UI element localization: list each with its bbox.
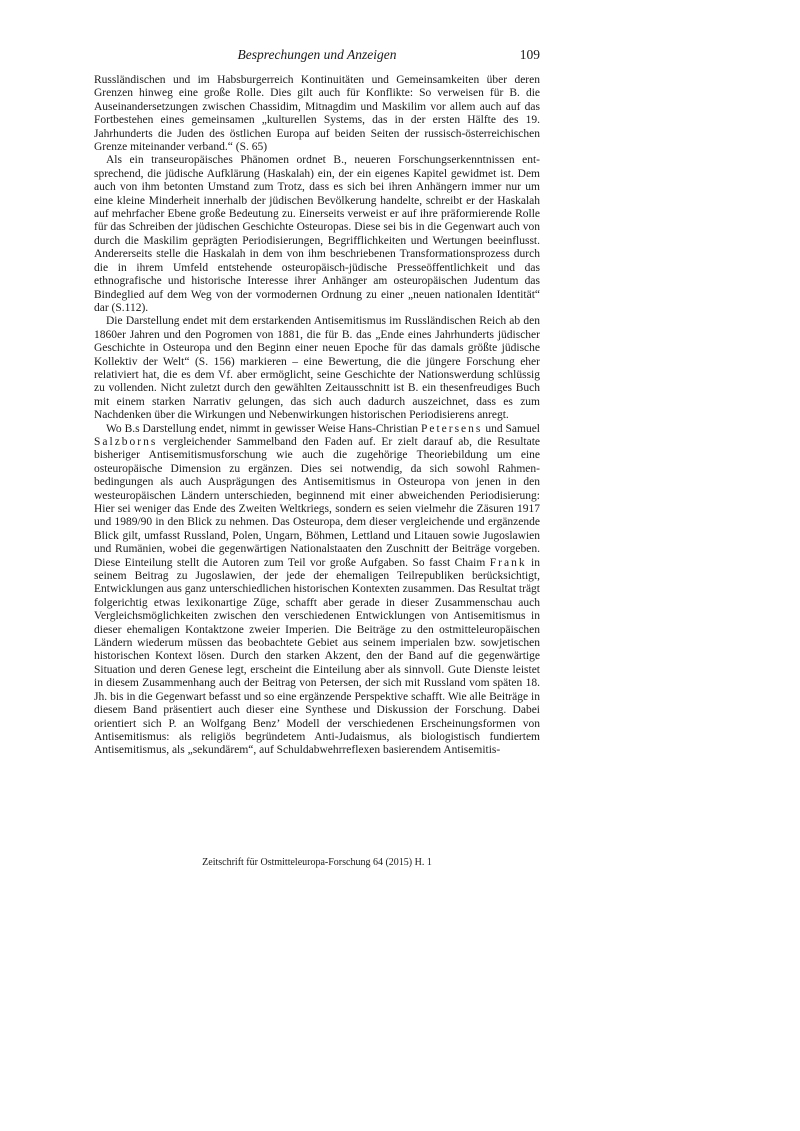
paragraph-4-part-a: Wo B.s Darstellung endet, nimmt in gewisser Weise Hans-Christian: [106, 422, 421, 435]
page-number: 109: [519, 47, 540, 62]
paragraph-2: Als ein transeuropäisches Phänomen ordnet B., neueren Forschungserkenntnissen entsprechend, die jüdische Aufklärung (Haskalah) ein, der ein eigenes Kapitel gewidmet ist. Dem auch von ihm betonten Umstand zum Trotz, dass es sich bei ihren Anhängern immer nur um eine kleine Minderheit innerhalb der jüdischen Bevölkerung handelte, schreibt er der Haskalah auf mehrfacher Ebene große Bedeutung zu. Einerseits verweist er auf ihre präformierende Rolle für das Schreiben der jüdischen Geschichte Osteuropas. Diese sei bis in die Gegenwart auch von durch die Maskilim geprägten Periodisierungen, Begrifflichkeiten und Wertungen beeinflusst. Andererseits stelle die Haskalah in dem von ihm beschriebenen Transformationsprozess durch die in ihrem Umfeld entstehende osteuropäisch-jüdische Presseöffentlichkeit und das ethnografische und historische Interesse ihrer Anhänger am osteuropäischen Judentum das Bindeglied auf dem Weg von der vormodernen Ordnung zu einer „neuen nationalen Identität“ dar (S.112).: [94, 154, 540, 314]
author-name-salzborn: Salzborns: [94, 435, 158, 448]
paragraph-4-part-b: und Samuel: [482, 422, 540, 435]
author-name-petersen: Petersens: [420, 422, 483, 435]
journal-footer: Zeitschrift für Ostmitteleuropa-Forschung 64 (2015) H. 1: [202, 857, 432, 868]
body-text: [94, 74, 540, 758]
paragraph-3: Die Darstellung endet mit dem erstarkenden Antisemitismus im Russländischen Reich ab den 1860er Jahren und den Pogromen von 1881, die für B. das „Ende eines Jahrhunderts jüdischer Geschichte in Osteuropa und den Beginn einer neuen Epoche für das damals größte jüdische Kollektiv der Welt“ (S. 156) markieren – eine Bewertung, die die jüngere Forschung eher relativiert hat, die es dem Vf. aber ermöglicht, seine Geschichte der Nationswerdung schlüssig zu vollenden. Nicht zuletzt durch den gewählten Zeitausschnitt ist B. ein thesenfreudiges Buch mit einem starken Narrativ gelungen, das sich auch dadurch auszeichnet, dass es zum Nachdenken über die Wirkungen und Nebenwirkungen historischen Periodisierens anregt.: [94, 315, 540, 422]
paragraph-4: [94, 423, 540, 758]
paragraph-1: Russländischen und im Habsburgerreich Kontinuitäten und Gemeinsamkeiten über deren Grenzen hinweg eine große Rolle. Dies gilt auch für Konflikte: So verweisen für B. die Auseinandersetzungen zwischen Chassidim, Mitnagdim und Maskilim vor allem auch auf das Fortbestehen eines gemeinsamen „kulturellen Systems, das in der ersten Hälfte des 19. Jahrhunderts die Juden des östlichen Europa auf beiden Seiten der russisch-österreichischen Grenze miteinander verband.“ (S. 65): [94, 74, 540, 154]
paragraph-4-part-c: vergleichender Sammelband den Faden auf. Er zielt darauf ab, die Resultate bisheriger Antisemitismusforschung wie auch die zugehörige Theoriebildung um eine osteuropäische Dimension zu ergänzen. Dies sei notwendig, da sich sowohl Rahmenbedingungen als auch Ausprägungen des Antisemitismus in Osteuropa von jenen in den westeuropäischen Ländern unterschieden, beginnend mit einer abweichenden Periodisierung: Hier sei weniger das Ende des Zweiten Weltkriegs, sondern es seien vielmehr die Zäsuren 1917 und 1989/90 in den Blick zu nehmen. Das Osteuropa, dem dieser vergleichende und ergänzende Blick gilt, umfasst Russland, Polen, Ungarn, Böhmen, Lettland und Litauen sowie Jugoslawien und Rumänien, wobei die gegenwärtigen Nationalstaaten den Zuschnitt der Beiträge vorgeben. Diese Einteilung stellt die Autoren zum Teil vor große Aufgaben. So fasst Chaim: [94, 435, 540, 569]
author-name-frank: Frank: [489, 556, 527, 569]
running-title: Besprechungen und Anzeigen: [237, 47, 397, 62]
paragraph-4-part-d: in seinem Beitrag zu Jugoslawien, der jede der ehemaligen Teilrepubliken berücksichtigt, Entwicklungen aus ganz unterschiedlichen historischen Kontexten zusammen. Das Resultat trägt folgerichtig etwas lexikonartige Züge, schafft aber gerade in dieser Zusammenschau auch Vergleichsmöglichkeiten zwischen den verschiedenen Entwicklungen von Antisemitismus in dieser ehemaligen Kontaktzone zweier Imperien. Die Beiträge zu den ostmitteleuropäischen Ländern wiederum müssen das beobachtete Gebiet aus seinem imperialen bzw. sowjetischen historischen Kontext lösen. Durch den starken Akzent, den der Band auf die gegenwärtige Situation und deren Genese legt, erscheint die Einteilung aber als sinnvoll. Gute Dienste leistet in diesem Zusammenhang auch der Beitrag von Petersen, der sich mit Russland vom späten 18. Jh. bis in die Gegenwart befasst und so eine ergänzende Perspektive schafft. Wie alle Beiträge in diesem Band präsentiert auch dieser eine Synthese und Diskussion der Forschung. Dabei orientiert sich P. an Wolfgang Benz’ Modell der verschiedenen Erscheinungsformen von Antisemitismus: als religiös begründetem Anti-Judaismus, als biologistisch fundiertem Antisemitismus, als „sekundärem“, auf Schuldabwehrreflexen basierendem Antisemitis-: [94, 556, 540, 757]
running-head: [94, 46, 540, 64]
